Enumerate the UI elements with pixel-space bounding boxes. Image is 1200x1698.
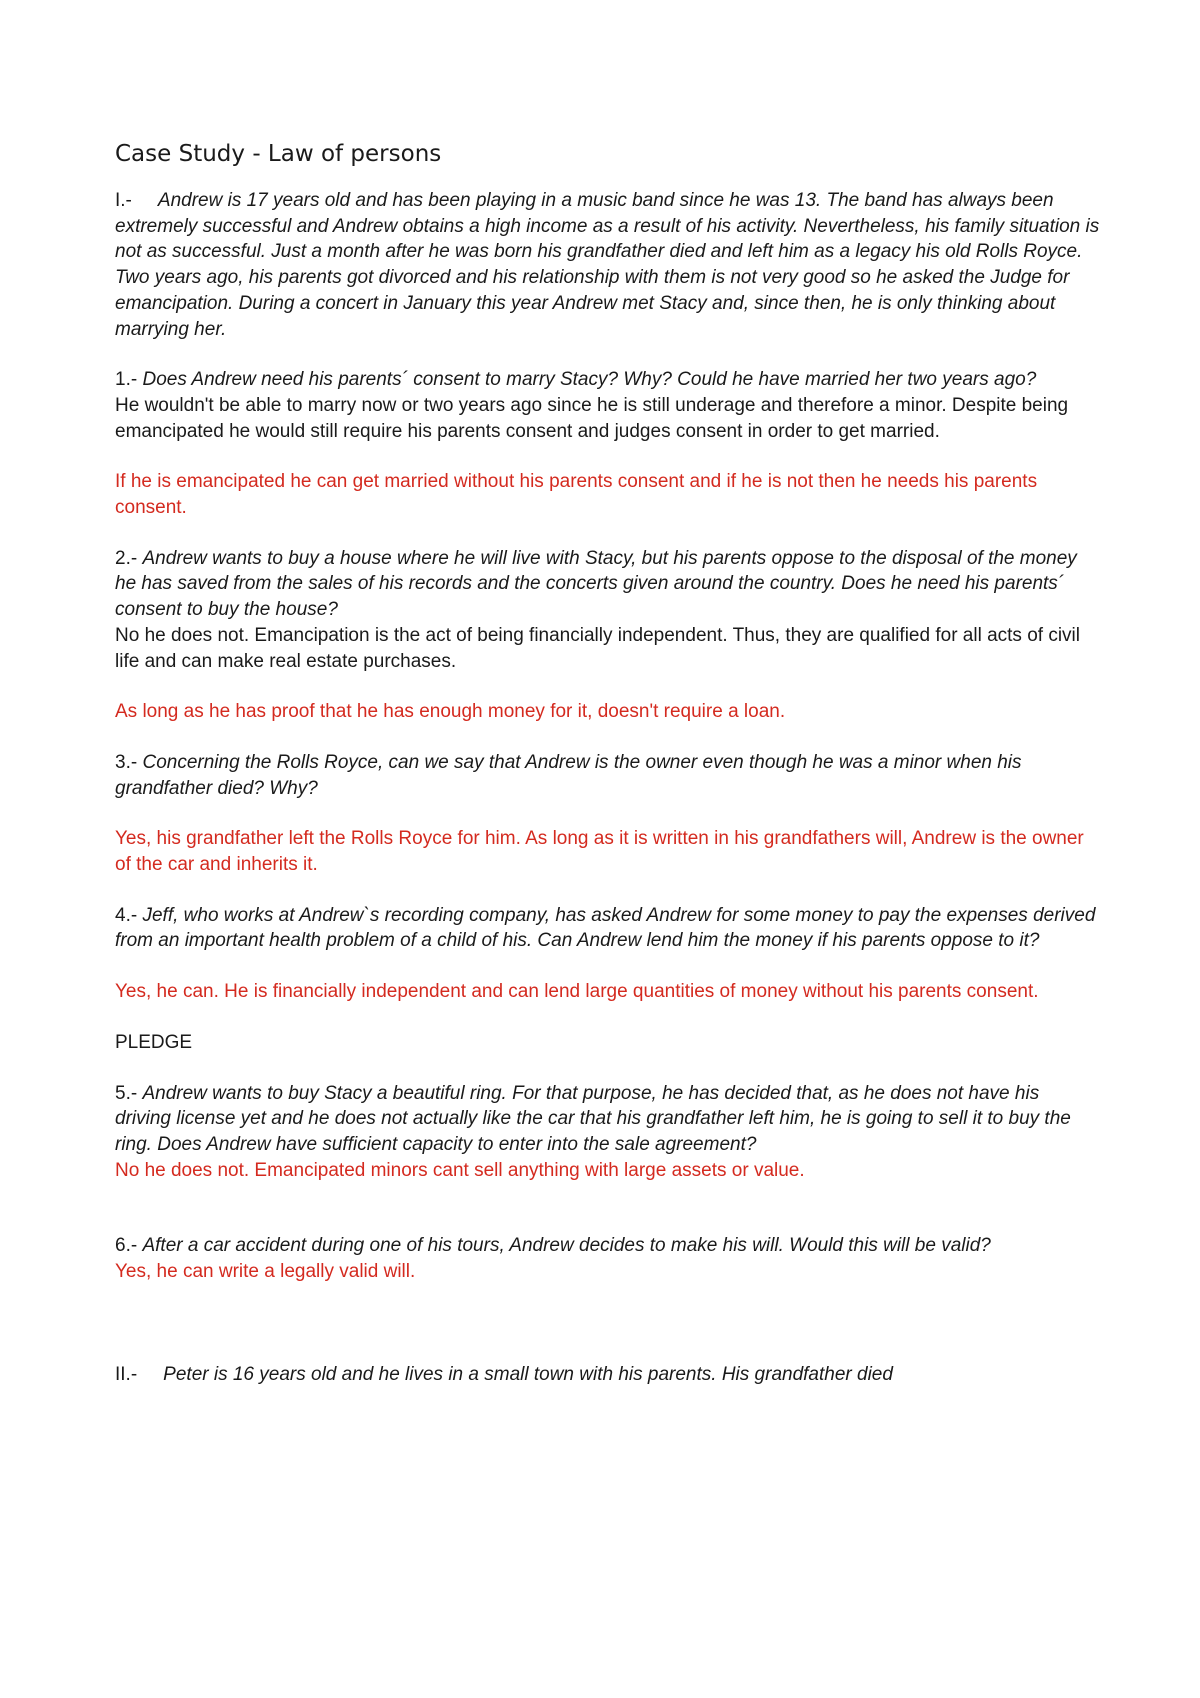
case-1-paragraph <box>115 188 1100 342</box>
question-3 <box>115 750 1100 801</box>
question-3-text: Concerning the Rolls Royce, can we say that Andrew is the owner even though he was a minor when his grandfather died? Why? <box>115 751 1022 799</box>
case-2-text: Peter is 16 years old and he lives in a small town with his parents. His grandfather died <box>163 1363 893 1385</box>
question-4-text: Jeff, who works at Andrew`s recording company, has asked Andrew for some money to pay the expenses derived from an important health problem of a child of his. Can Andrew lend him the money if his parents oppose to it? <box>115 904 1096 952</box>
question-5-number: 5.- <box>115 1082 138 1104</box>
feedback-5: No he does not. Emancipated minors cant sell anything with large assets or value. <box>115 1159 805 1181</box>
question-5-text: Andrew wants to buy Stacy a beautiful ring. For that purpose, he has decided that, as he does not have his driving license yet and he does not actually like the car that his grandfather left him, he is going to sell it to buy the ring. Does Andrew have sufficient capacity to enter into the sale agreement? <box>115 1082 1071 1155</box>
answer-2: No he does not. Emancipation is the act of being financially independent. Thus, they are qualified for all acts of civil life and can make real estate purchases. <box>115 624 1081 672</box>
question-1 <box>115 367 1100 393</box>
case-1-numeral: I.- <box>115 190 132 211</box>
question-6-number: 6.- <box>115 1235 138 1257</box>
question-4 <box>115 903 1100 954</box>
question-3-number: 3.- <box>115 751 138 773</box>
case-1-text: Andrew is 17 years old and has been playing in a music band since he was 13. The band has always been extremely successful and Andrew obtains a high income as a result of his activity. Nevertheless, his family situation is not as successful. Just a month after he was born his grandfather died and left him as a legacy his old Rolls Royce. Two years ago, his parents got divorced and his relationship with them is not very good so he asked the Judge for emancipation. During a concert in January this year Andrew met Stacy and, since then, he is only thinking about marrying her. <box>115 190 1100 340</box>
feedback-6: Yes, he can write a legally valid will. <box>115 1261 416 1283</box>
question-1-text: Does Andrew need his parents´ consent to marry Stacy? Why? Could he have married her two years ago? <box>142 369 1037 391</box>
question-2 <box>115 546 1100 623</box>
question-6-text: After a car accident during one of his tours, Andrew decides to make his will. Would this will be valid? <box>142 1235 991 1257</box>
feedback-3: Yes, his grandfather left the Rolls Royce for him. As long as it is written in his grandfathers will, Andrew is the owner of the car and inherits it. <box>115 828 1084 876</box>
section-heading-pledge: PLEDGE <box>115 1031 193 1053</box>
case-2-numeral: II.- <box>115 1363 138 1385</box>
question-4-number: 4.- <box>115 904 138 926</box>
question-1-number: 1.- <box>115 369 138 391</box>
answer-1: He wouldn't be able to marry now or two years ago since he is still underage and therefore a minor. Despite being emancipated he would still require his parents consent and judges consent in order to get married. <box>115 394 1069 442</box>
feedback-2: As long as he has proof that he has enough money for it, doesn't require a loan. <box>115 701 786 723</box>
question-2-text: Andrew wants to buy a house where he will live with Stacy, but his parents oppose to the disposal of the money he has saved from the sales of his records and the concerts given around the country. Does he need his parents´ consent to buy the house? <box>115 547 1077 621</box>
feedback-4: Yes, he can. He is financially independent and can lend large quantities of money without his parents consent. <box>115 981 1039 1003</box>
feedback-1: If he is emancipated he can get married without his parents consent and if he is not then he needs his parents consent. <box>115 471 1038 519</box>
case-2-paragraph <box>115 1362 1100 1388</box>
question-6 <box>115 1233 1100 1259</box>
question-5 <box>115 1081 1100 1158</box>
question-2-number: 2.- <box>115 547 138 569</box>
document-title: Case Study - Law of persons <box>115 141 442 167</box>
document-page <box>115 140 1100 1388</box>
